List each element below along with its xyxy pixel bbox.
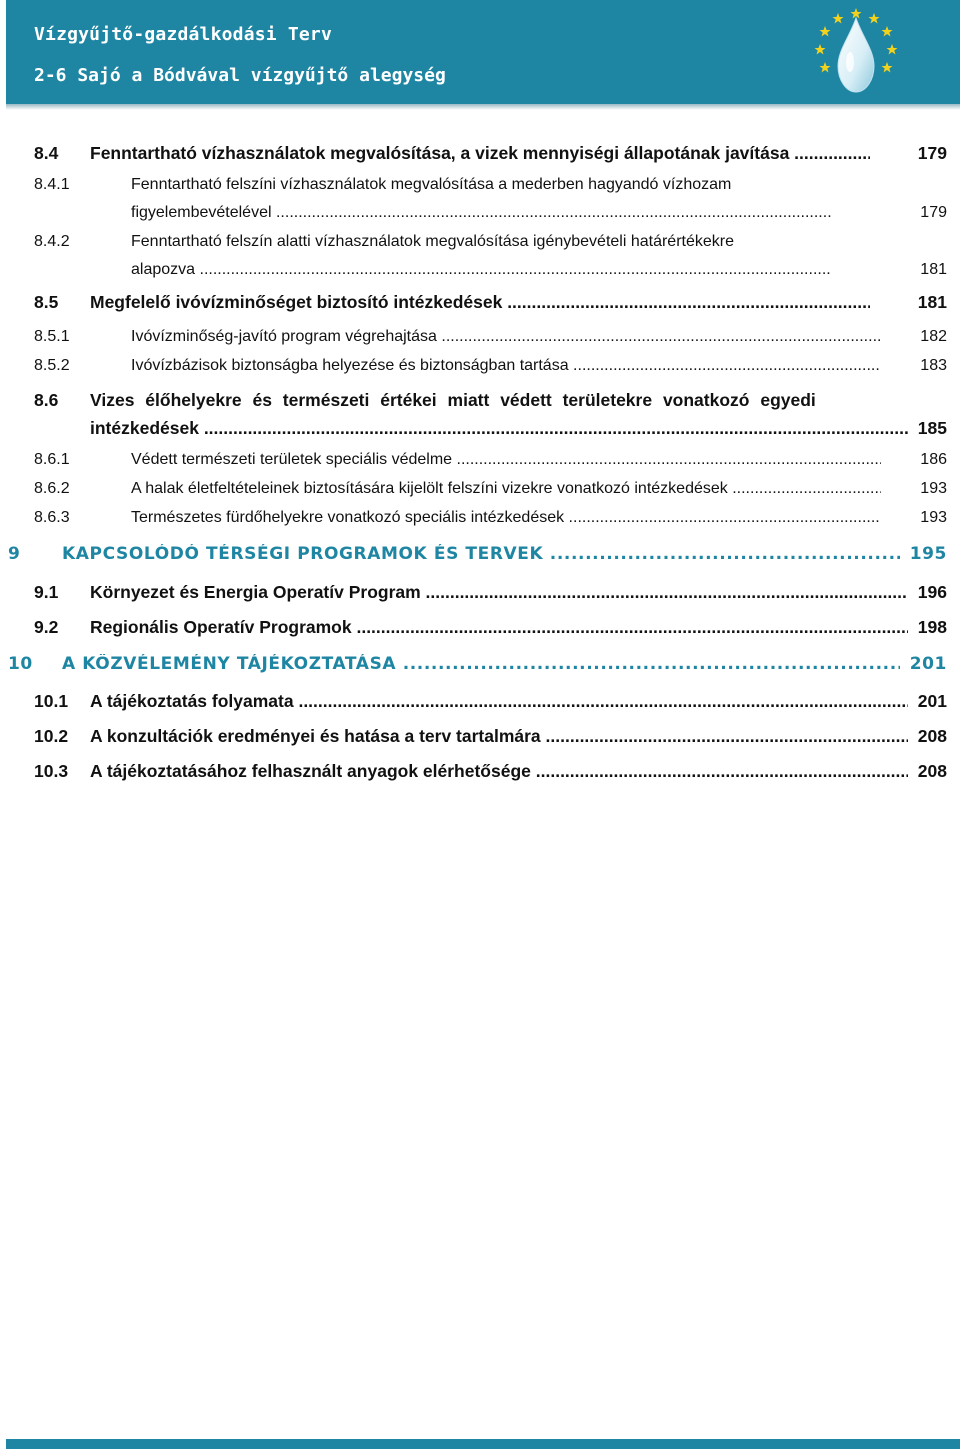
toc-entry-8-6-3[interactable] — [0, 509, 960, 535]
toc-number: 8.6 — [34, 390, 59, 410]
toc-title: A tájékoztatás folyamata ..... — [90, 691, 908, 712]
toc-entry-10-3[interactable] — [0, 761, 960, 787]
toc-number: 9.2 — [34, 617, 59, 637]
toc-entry-10[interactable] — [0, 654, 960, 680]
toc-entry-8-4-1-continued[interactable] — [0, 204, 960, 230]
toc-page-number: 195 — [909, 544, 947, 564]
toc-entry-8-5-1[interactable] — [0, 328, 960, 354]
toc-page-number: 198 — [917, 617, 947, 637]
header-shadow — [6, 104, 960, 110]
toc-entry-8-6-continued[interactable] — [0, 418, 960, 444]
toc-page-number: 181 — [917, 292, 947, 312]
toc-number: 8.4 — [34, 143, 59, 163]
toc-number: 8.5 — [34, 292, 59, 312]
toc-entry-10-1[interactable] — [0, 691, 960, 717]
toc-entry-8-6-1[interactable] — [0, 451, 960, 477]
toc-entry-9-2[interactable] — [0, 617, 960, 643]
toc-number: 8.5.2 — [34, 357, 70, 374]
toc-entry-10-2[interactable] — [0, 726, 960, 752]
toc-title: Fenntartható felszíni vízhasználatok megvalósítása a mederben hagyandó vízhozam — [131, 176, 732, 193]
toc-number: 10.1 — [34, 691, 69, 711]
toc-title: Környezet és Energia Operatív Program ..... — [90, 582, 908, 603]
toc-entry-8-6-2[interactable] — [0, 480, 960, 506]
toc-title: Fenntartható vízhasználatok megvalósítása, a vizek mennyiségi állapotának javítása ..... — [90, 143, 870, 164]
header-subtitle: 2-6 Sajó a Bódvával vízgyűjtő alegység — [34, 65, 446, 86]
toc-title-continued: figyelembevételével ..... — [131, 204, 831, 222]
toc-title: Ivóvízbázisok biztonságba helyezése és biztonságban tartása ..... — [131, 357, 881, 375]
toc-title-continued: intézkedések ..... — [90, 418, 908, 439]
toc-title: Fenntartható felszín alatti vízhasználatok megvalósítása igénybevételi határértékekre — [131, 233, 734, 250]
toc-number: 10.2 — [34, 726, 69, 746]
toc-entry-8-5[interactable] — [0, 292, 960, 318]
water-drop-eu-stars-icon — [808, 4, 904, 100]
toc-title: KAPCSOLÓDÓ TÉRSÉGI PROGRAMOK ÉS TERVEK ..... — [62, 544, 900, 564]
toc-title: A KÖZVÉLEMÉNY TÁJÉKOZTATÁSA ..... — [62, 654, 900, 674]
toc-entry-8-4-1[interactable] — [0, 176, 960, 202]
toc-page-number: 201 — [909, 654, 947, 674]
toc-page-number: 183 — [920, 357, 947, 374]
toc-number: 8.4.1 — [34, 176, 70, 193]
header-title: Vízgyűjtő-gazdálkodási Terv — [34, 24, 332, 45]
toc-entry-9[interactable] — [0, 544, 960, 570]
toc-title: A konzultációk eredményei és hatása a terv tartalmára ..... — [90, 726, 908, 747]
toc-title: Természetes fürdőhelyekre vonatkozó speciális intézkedések ..... — [131, 509, 881, 527]
toc-page-number: 208 — [917, 761, 947, 781]
toc-title: Vizes élőhelyekre és természeti értékei miatt védett területekre vonatkozó egyedi — [90, 390, 816, 410]
toc-page-number: 193 — [920, 509, 947, 526]
toc-title: Ivóvízminőség-javító program végrehajtása ..... — [131, 328, 881, 346]
toc-number: 10 — [8, 654, 33, 674]
toc-number: 8.6.3 — [34, 509, 70, 526]
toc-page-number: 182 — [920, 328, 947, 345]
toc-number: 8.5.1 — [34, 328, 70, 345]
toc-number: 8.4.2 — [34, 233, 70, 250]
toc-title: Regionális Operatív Programok ..... — [90, 617, 908, 638]
toc-number: 10.3 — [34, 761, 69, 781]
toc-number: 8.6.2 — [34, 480, 70, 497]
page-header — [0, 0, 960, 112]
footer-band — [6, 1439, 960, 1449]
toc-page-number: 179 — [917, 143, 947, 163]
toc-page-number: 193 — [920, 480, 947, 497]
toc-title-continued: alapozva ..... — [131, 261, 831, 279]
toc-title: A tájékoztatásához felhasznált anyagok elérhetősége ..... — [90, 761, 908, 782]
toc-page-number: 196 — [917, 582, 947, 602]
toc-entry-8-4-2[interactable] — [0, 233, 960, 259]
toc-page-number: 186 — [920, 451, 947, 468]
toc-entry-8-6[interactable] — [0, 390, 960, 416]
toc-page-number: 208 — [917, 726, 947, 746]
toc-entry-8-4[interactable] — [0, 143, 960, 169]
toc-number: 9.1 — [34, 582, 59, 602]
toc-page-number: 181 — [920, 261, 947, 278]
toc-title: Védett természeti területek speciális védelme ..... — [131, 451, 881, 469]
toc-entry-9-1[interactable] — [0, 582, 960, 608]
toc-title: Megfelelő ivóvízminőséget biztosító intézkedések ..... — [90, 292, 870, 313]
toc-title: A halak életfeltételeinek biztosítására kijelölt felszíni vizekre vonatkozó intézkedések ..... — [131, 480, 881, 498]
toc-entry-8-4-2-continued[interactable] — [0, 261, 960, 287]
toc-entry-8-5-2[interactable] — [0, 357, 960, 383]
toc-page-number: 179 — [920, 204, 947, 221]
toc-page-number: 201 — [917, 691, 947, 711]
toc-number: 9 — [8, 544, 21, 564]
toc-page-number: 185 — [917, 418, 947, 438]
toc-number: 8.6.1 — [34, 451, 70, 468]
